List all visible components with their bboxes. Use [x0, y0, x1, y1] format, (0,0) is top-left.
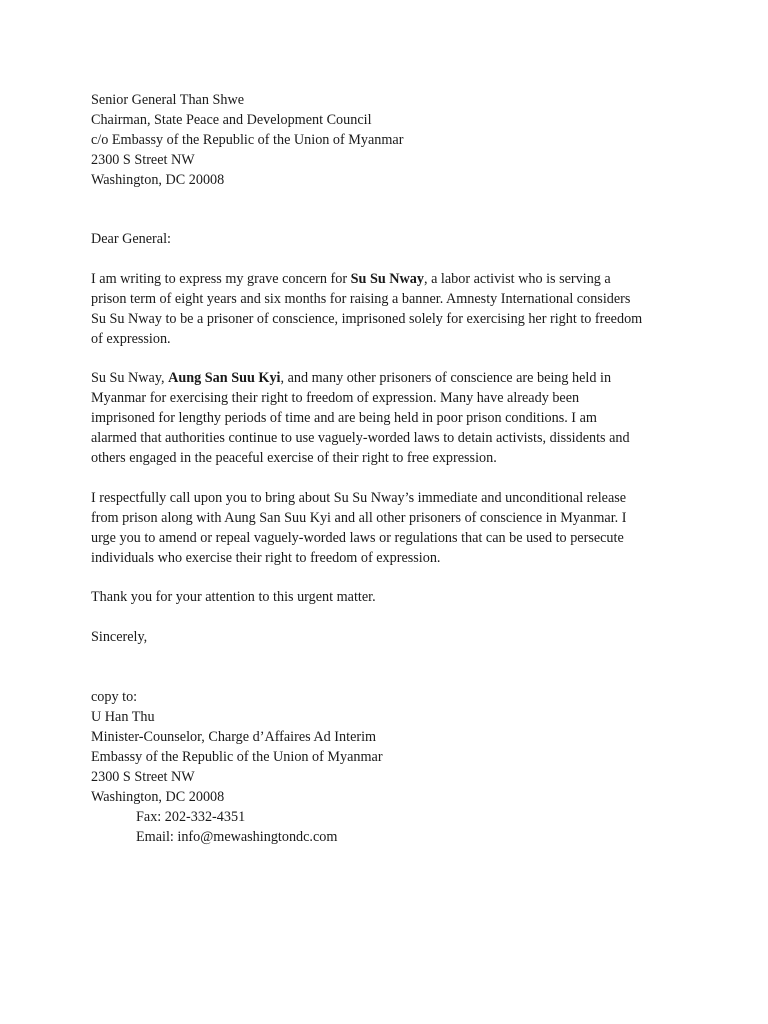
paragraph-line: I respectfully call upon you to bring about Su Su Nway’s immediate and unconditional release — [91, 490, 627, 506]
closing-block — [91, 627, 691, 647]
recipient-street: 2300 S Street NW — [91, 152, 195, 168]
paragraph-line: prison term of eight years and six months for raising a banner. Amnesty International considers — [91, 291, 631, 307]
paragraph-line: Myanmar for exercising their right to freedom of expression. Many have already been — [91, 390, 580, 406]
copy-to-label: copy to: — [91, 689, 138, 705]
copy-to-block — [91, 687, 691, 847]
salutation-block — [91, 229, 691, 249]
paragraph-line: individuals who exercise their right to freedom of expression. — [91, 550, 441, 566]
copy-to-fax: Fax: 202-332-4351 — [136, 809, 246, 825]
recipient-care-of: c/o Embassy of the Republic of the Union of Myanmar — [91, 132, 404, 148]
copy-to-email: Email: info@mewashingtondc.com — [136, 829, 338, 845]
recipient-title: Chairman, State Peace and Development Council — [91, 112, 372, 128]
text-run: Su Su Nway, — [91, 370, 169, 386]
paragraph-line: imprisoned for lengthy periods of time and are being held in poor prison conditions. I am — [91, 410, 597, 426]
paragraph-concern — [91, 269, 691, 349]
paragraph-line: from prison along with Aung San Suu Kyi and all other prisoners of conscience in Myanmar. I — [91, 510, 627, 526]
paragraph-request — [91, 488, 691, 568]
recipient-address — [91, 90, 691, 190]
prisoner-name: Aung San Suu Kyi — [168, 370, 281, 386]
paragraph-prisoners — [91, 368, 691, 468]
text-run: , and many other prisoners of conscience are being held in — [280, 370, 612, 386]
paragraph-line: urge you to amend or repeal vaguely-worded laws or regulations that can be used to persecute — [91, 530, 624, 546]
paragraph-line — [91, 269, 691, 289]
prisoner-name: Su Su Nway — [350, 271, 424, 287]
text-run: , a labor activist who is serving a — [423, 271, 611, 287]
copy-to-title: Minister-Counselor, Charge d’Affaires Ad Interim — [91, 729, 377, 745]
paragraph-line: of expression. — [91, 331, 171, 347]
thanks-line: Thank you for your attention to this urgent matter. — [91, 589, 376, 605]
paragraph-line: others engaged in the peaceful exercise of their right to free expression. — [91, 450, 497, 466]
recipient-name: Senior General Than Shwe — [91, 92, 245, 108]
paragraph-line: alarmed that authorities continue to use vaguely-worded laws to detain activists, dissidents and — [91, 430, 630, 446]
copy-to-street: 2300 S Street NW — [91, 769, 195, 785]
copy-to-city: Washington, DC 20008 — [91, 789, 225, 805]
salutation: Dear General: — [91, 231, 171, 247]
copy-to-org: Embassy of the Republic of the Union of Myanmar — [91, 749, 383, 765]
thanks-block — [91, 587, 691, 607]
text-run: I am writing to express my grave concern for — [91, 271, 351, 287]
copy-to-name: U Han Thu — [91, 709, 155, 725]
paragraph-line — [91, 368, 691, 388]
paragraph-line: Su Su Nway to be a prisoner of conscience, imprisoned solely for exercising her right to freedom — [91, 311, 643, 327]
closing-line: Sincerely, — [91, 629, 148, 645]
recipient-city: Washington, DC 20008 — [91, 172, 225, 188]
